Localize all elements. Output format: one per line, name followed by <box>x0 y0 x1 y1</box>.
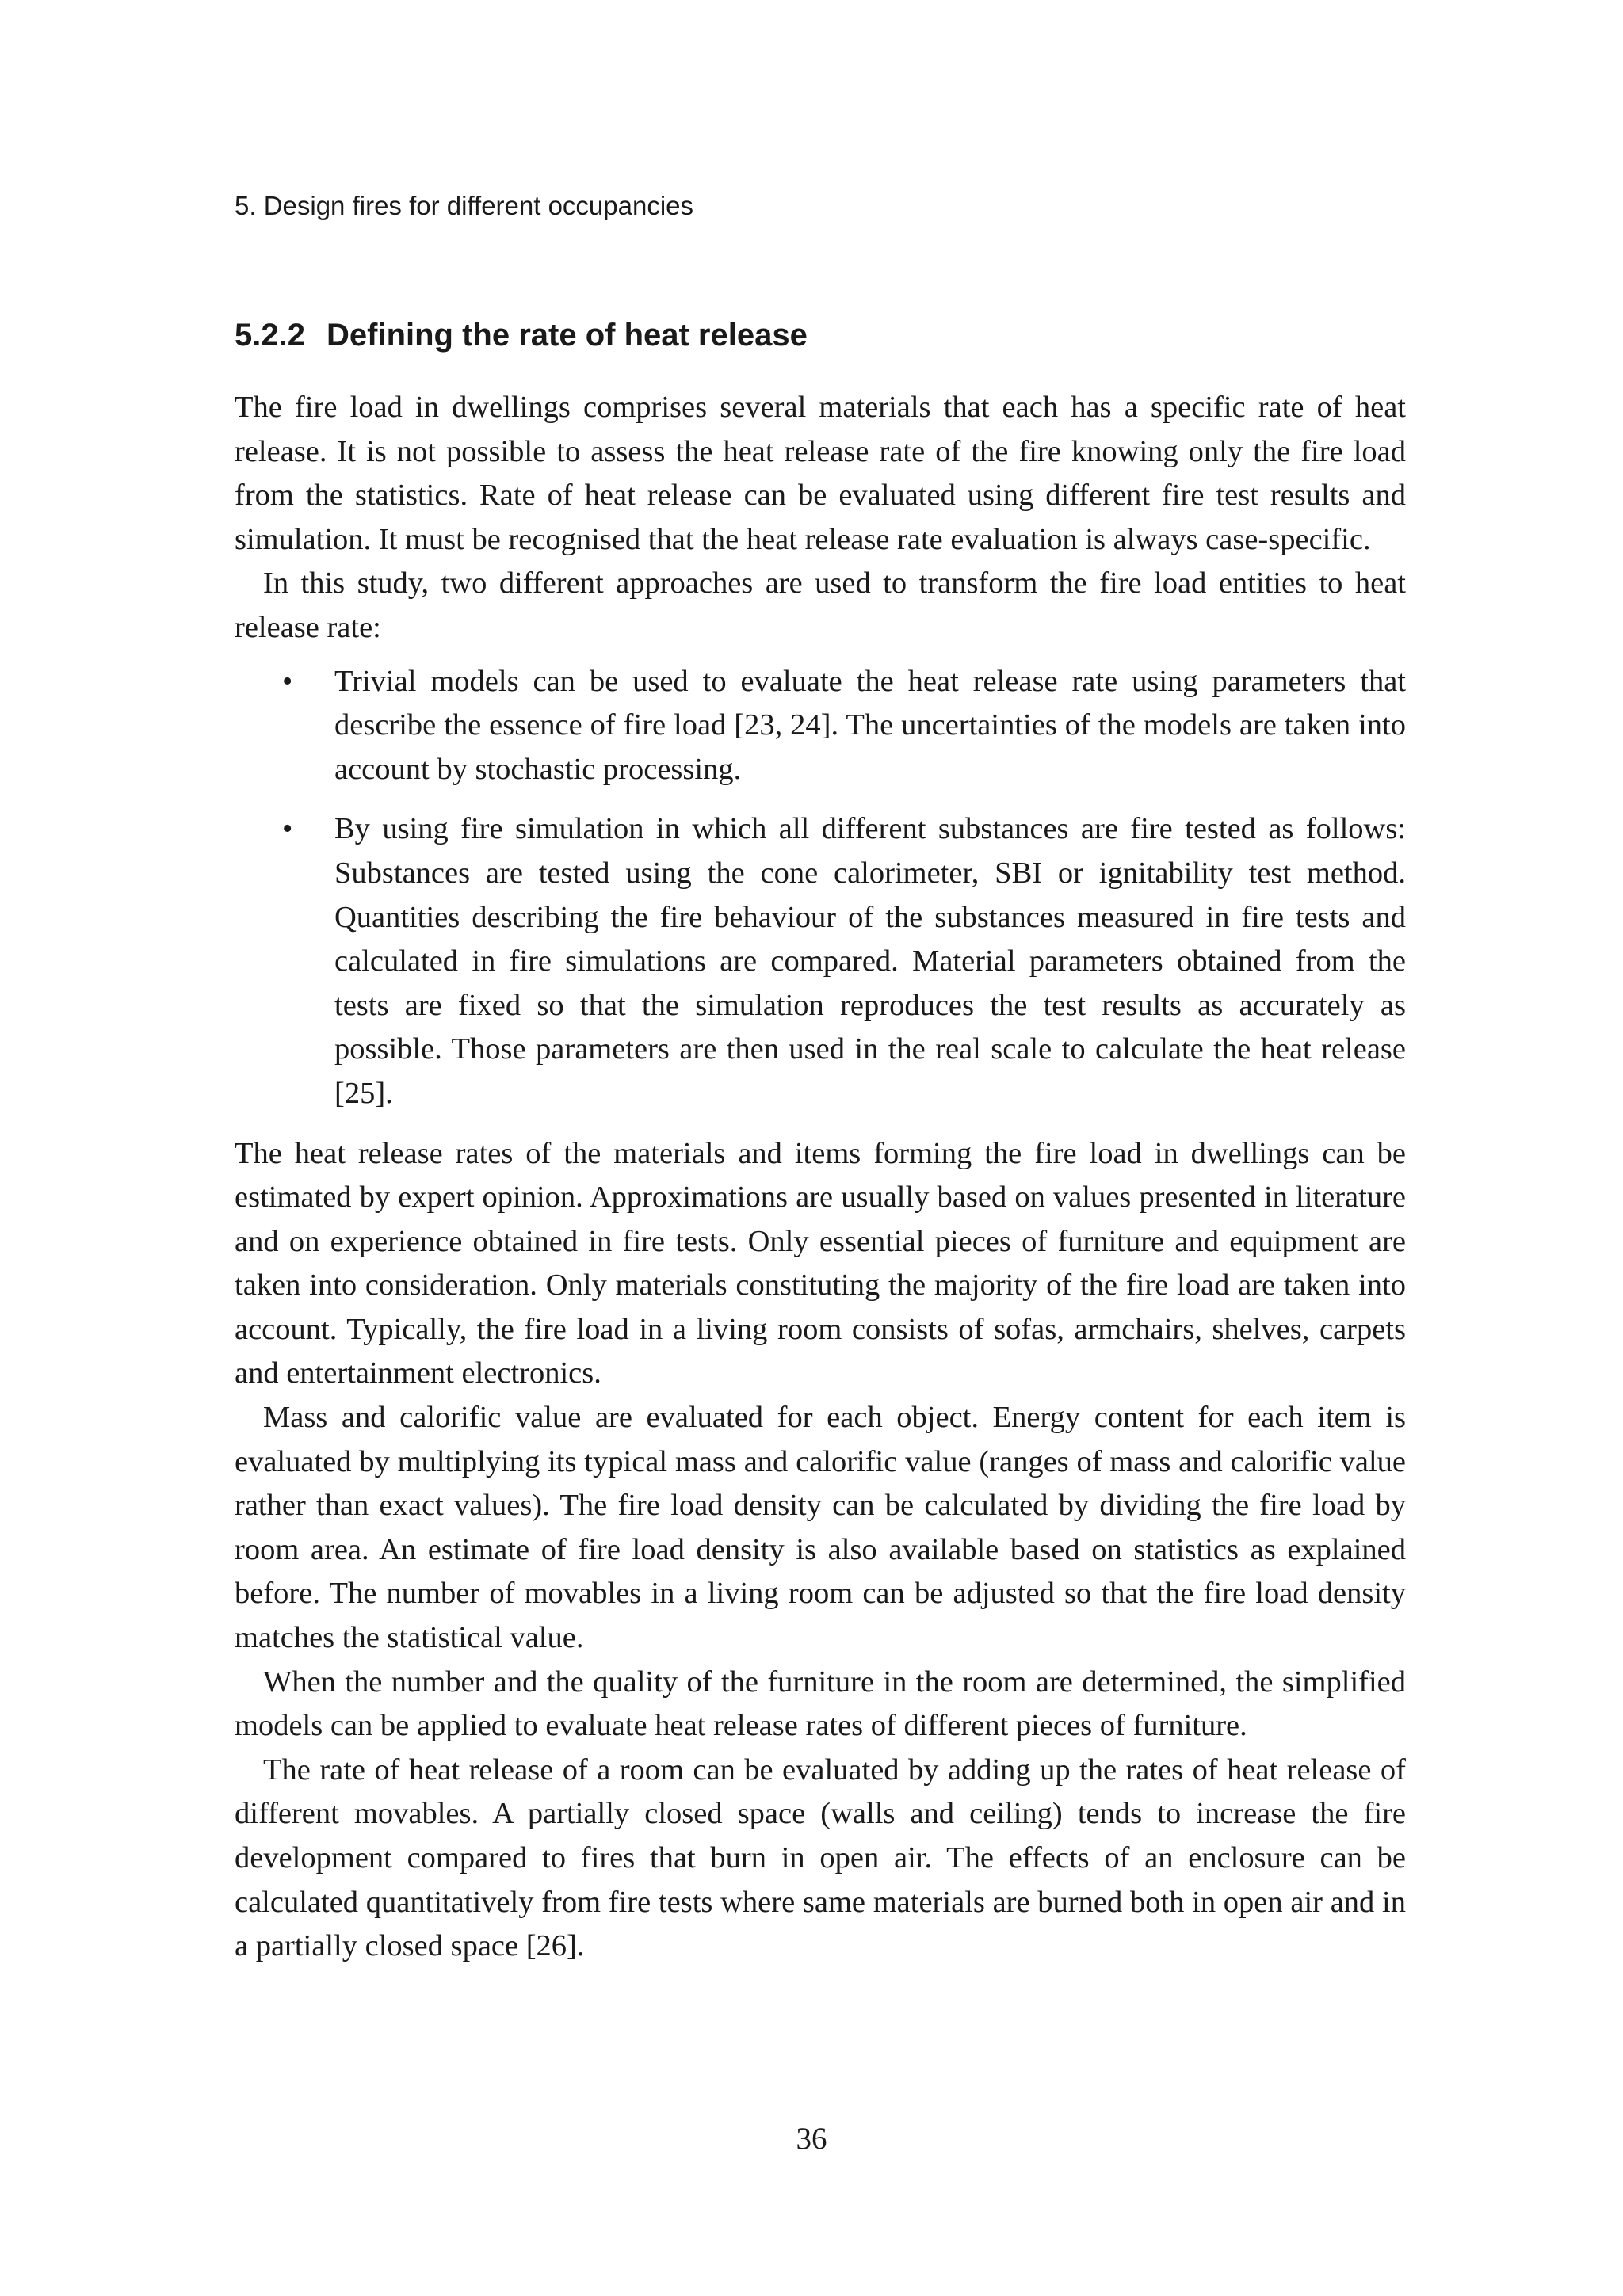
paragraph: In this study, two different approaches are used to transform the fire load entities to heat release rate: <box>235 566 1406 644</box>
bullet-item <box>235 660 1406 792</box>
section-number: 5.2.2 <box>235 318 305 353</box>
page-number: 36 <box>796 2122 827 2156</box>
paragraph: The heat release rates of the materials and items forming the fire load in dwellings can be estimated by expert opinion. Approximations are usually based on values presented in literature and on experience obtained in fire tests. Only essential pieces of furniture and equipment are taken into consideration. Only materials constituting the majority of the fire load are taken into account. Typically, the fire load in a living room consists of sofas, armchairs, shelves, carpets and entertainment electronics. <box>235 1136 1406 1390</box>
bullet-list <box>235 660 1406 1116</box>
bullet-text: Trivial models can be used to evaluate the heat release rate using parameters that describe the essence of fire load [23, 24]. The uncertainties of the models are taken into account by stochastic processing. <box>334 664 1406 786</box>
paragraph: The fire load in dwellings comprises several materials that each has a specific rate of heat release. It is not possible to assess the heat release rate of the fire knowing only the fire load from the statistics. Rate of heat release can be evaluated using different fire test results and simulation. It must be recognised that the heat release rate evaluation is always case-specific. <box>235 391 1406 556</box>
bullet-text: By using fire simulation in which all different substances are fire tested as follows: Substances are tested using the cone calorimeter, SBI or ignitability test method. Quantities describing the fire behaviour of the substances measured in fire tests and calculated in fire simulations are compared. Material parameters obtained from the tests are fixed so that the simulation reproduces the test results as accurately as possible. Those parameters are then used in the real scale to calculate the heat release [25]. <box>334 812 1406 1110</box>
section-heading <box>235 315 808 355</box>
bullet-marker: • <box>282 664 293 698</box>
paragraph: The rate of heat release of a room can be evaluated by adding up the rates of heat release of different movables. A partially closed space (walls and ceiling) tends to increase the fire development compared to fires that burn in open air. The effects of an enclosure can be calculated quantitatively from fire tests where same materials are burned both in open air and in a partially closed space [26]. <box>235 1753 1406 1963</box>
section-title: Defining the rate of heat release <box>327 318 808 353</box>
running-header: 5. Design fires for different occupancies <box>235 191 694 220</box>
paragraph: When the number and the quality of the furniture in the room are determined, the simplified models can be applied to evaluate heat release rates of different pieces of furniture. <box>235 1665 1406 1743</box>
body-text <box>235 386 1406 1969</box>
bullet-marker: • <box>282 812 293 846</box>
paragraph: Mass and calorific value are evaluated for each object. Energy content for each item is evaluated by multiplying its typical mass and calorific value (ranges of mass and calorific value rather than exact values). The fire load density can be calculated by dividing the fire load by room area. An estimate of fire load density is also available based on statistics as explained before. The number of movables in a living room can be adjusted so that the fire load density matches the statistical value. <box>235 1401 1406 1655</box>
bullet-item <box>235 807 1406 1116</box>
